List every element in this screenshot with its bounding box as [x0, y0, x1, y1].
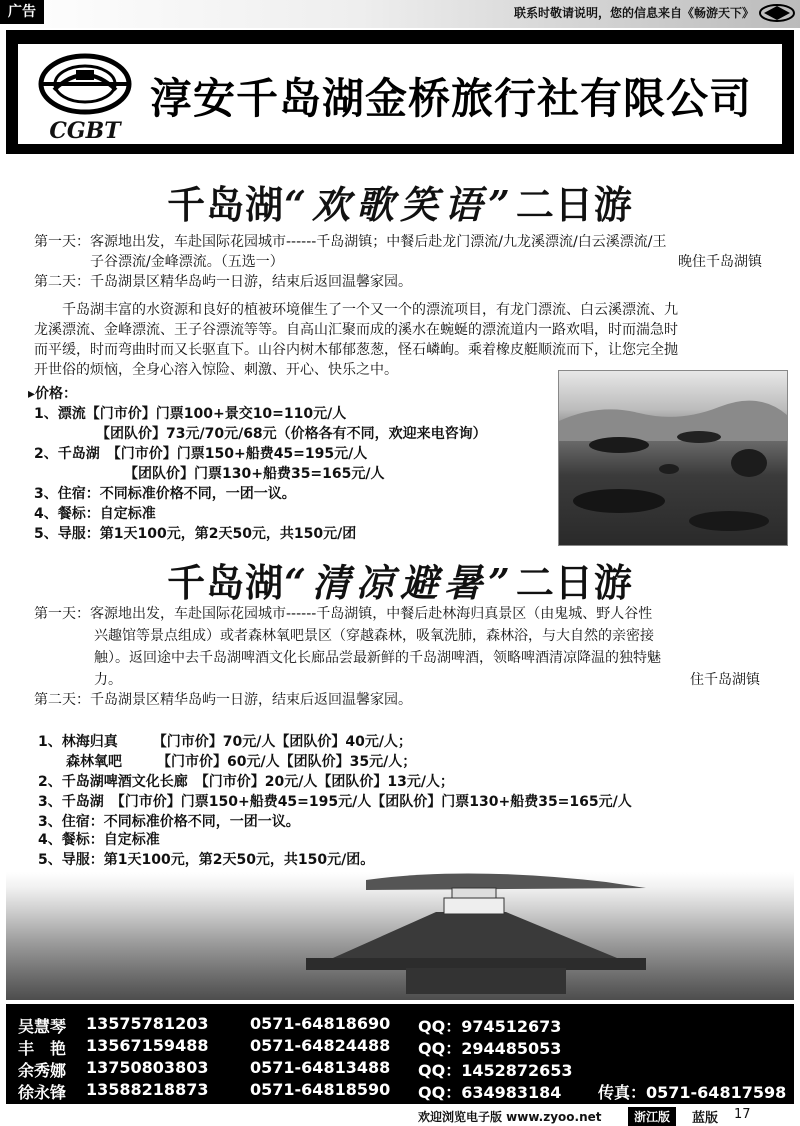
- page-number: 17: [734, 1107, 751, 1122]
- tour2-price-1: 1、林海归真 【门市价】70元/人【团队价】40元/人；: [38, 734, 412, 750]
- contact-qq: QQ：1452872653: [418, 1061, 573, 1080]
- contact-tel: 0571-64824488: [250, 1036, 391, 1055]
- tour1-day1-stay: 晚住千岛湖镇: [678, 254, 762, 270]
- tour1-price-2: 2、千岛湖 【门市价】门票150+船费45=195元/人: [34, 446, 368, 462]
- footer: [0, 1106, 800, 1126]
- tour2-title-pre: 千岛湖: [167, 561, 285, 605]
- pier-illustration-icon: [6, 872, 794, 1000]
- contact-mobile: 13588218873: [86, 1080, 209, 1099]
- tour2-day1-line4: 力。: [94, 672, 122, 688]
- tour1-price-1b: 【团队价】73元/70元/68元（价格各有不同，欢迎来电咨询）: [96, 426, 487, 442]
- contact-qq: QQ：634983184: [418, 1083, 562, 1102]
- tour2-price-2: 2、千岛湖啤酒文化长廊 【门市价】20元/人【团队价】13元/人；: [38, 774, 454, 790]
- tour1-title-pre: 千岛湖: [167, 183, 285, 227]
- tour2-title-post: 二日游: [515, 561, 633, 605]
- tour1-title: [0, 174, 800, 229]
- tour1-title-post: 二日游: [515, 183, 633, 227]
- tour2-day1-line3: 触）。返回途中去千岛湖啤酒文化长廊品尝最新鲜的千岛湖啤酒，领略啤酒清凉降温的独特魅: [94, 650, 661, 666]
- tour2-title-quote: “清凉避暑”: [284, 560, 516, 605]
- contact-tel: 0571-64813488: [250, 1058, 391, 1077]
- contact-mobile: 13567159488: [86, 1036, 209, 1055]
- footer-website[interactable]: 欢迎浏览电子版 www.zyoo.net: [418, 1110, 602, 1124]
- contact-name: 余秀娜: [18, 1061, 67, 1080]
- contact-mobile: 13575781203: [86, 1014, 209, 1033]
- tour2-day1-line1: 第一天：客源地出发，车赴国际花园城市------千岛湖镇，中餐后赴林海归真景区（由鬼城、野人谷性: [34, 606, 653, 622]
- contact-qq: QQ：294485053: [418, 1039, 562, 1058]
- cgbt-logo-text: CGBT: [49, 118, 121, 144]
- contact-tel: 0571-64818690: [250, 1014, 391, 1033]
- ad-tag: 广告: [0, 0, 44, 24]
- price-head-label: 价格：: [35, 386, 78, 402]
- tour2-day2: 第二天：千岛湖景区精华岛屿一日游，结束后返回温馨家园。: [34, 692, 412, 708]
- tour2-price-3: 3、千岛湖 【门市价】门票150+船费45=195元/人【团队价】门票130+船费35=165元/人: [38, 794, 632, 810]
- tour2-price-6: 5、导服：第1天100元，第2天50元，共150元/团。: [38, 852, 375, 868]
- tour2-price-4: 3、住宿：不同标准价格不同，一团一议。: [38, 814, 300, 830]
- tour1-para-line4: 开世俗的烦恼，全身心溶入惊险、刺激、开心、快乐之中。: [34, 362, 398, 378]
- tour2-price-5: 4、餐标：自定标准: [38, 832, 160, 848]
- contact-name: 吴慧琴: [18, 1017, 67, 1036]
- tour1-para-line3: 而平缓，时而弯曲时而又长驱直下。山谷内树木郁郁葱葱，怪石嶙峋。乘着橡皮艇顺流而下，让您完全抛: [34, 342, 678, 358]
- contact-name: 丰 艳: [18, 1039, 67, 1058]
- tour1-price-2b: 【团队价】门票130+船费35=165元/人: [124, 466, 385, 482]
- source-note: 联系时敬请说明，您的信息来自《畅游天下》: [513, 6, 754, 20]
- footer-edition: 浙江版: [628, 1107, 676, 1126]
- company-name: 淳安千岛湖金桥旅行社有限公司: [150, 74, 753, 123]
- tour1-day1-line2: 子谷漂流/金峰漂流。（五选一）: [90, 254, 284, 270]
- tour1-day1-line1: 第一天：客源地出发，车赴国际花园城市------千岛湖镇；中餐后赴龙门漂流/九龙溪漂流/白云溪漂流/王: [34, 234, 667, 250]
- tour2-day1-stay: 住千岛湖镇: [690, 672, 760, 688]
- tour1-title-quote: “欢歌笑语”: [284, 182, 516, 227]
- arrow-icon: ▸: [28, 386, 36, 402]
- contact-fax: 传真：0571-64817598: [598, 1083, 787, 1102]
- tour1-price-5: 5、导服：第1天100元，第2天50元，共150元/团: [34, 526, 357, 542]
- tour2-price-1b: 森林氧吧 【门市价】60元/人【团队价】35元/人；: [66, 754, 417, 770]
- tour1-price-head: [28, 384, 77, 404]
- tour1-price-3: 3、住宿：不同标准价格不同，一团一议。: [34, 486, 296, 502]
- magazine-logo-icon: [758, 2, 796, 24]
- tour1-day2: 第二天：千岛湖景区精华岛屿一日游，结束后返回温馨家园。: [34, 274, 412, 290]
- lake-islands-illustration-icon: [559, 371, 787, 545]
- tour1-para-line2: 龙溪漂流、金峰漂流、王子谷漂流等等。自高山汇聚而成的溪水在蜿蜒的漂流道内一路欢唱，时而湍急时: [34, 322, 678, 338]
- contact-tel: 0571-64818590: [250, 1080, 391, 1099]
- pier-photo: [6, 872, 794, 1000]
- tour2-day1-line2: 兴趣馆等景点组成）或者森林氧吧景区（穿越森林，吸氧洗肺，森林浴，与大自然的亲密接: [94, 628, 654, 644]
- contact-mobile: 13750803803: [86, 1058, 209, 1077]
- tour1-price-4: 4、餐标：自定标准: [34, 506, 156, 522]
- lake-islands-photo: [558, 370, 788, 546]
- tour1-para-line1: 千岛湖丰富的水资源和良好的植被环境催生了一个又一个的漂流项目，有龙门漂流、白云溪漂流、九: [62, 302, 678, 318]
- footer-section: 蓝版: [692, 1111, 719, 1126]
- tour1-price-1: 1、漂流【门市价】门票100+景交10=110元/人: [34, 406, 347, 422]
- contact-qq: QQ：974512673: [418, 1017, 562, 1036]
- contact-name: 徐永锋: [18, 1083, 67, 1102]
- tour2-title: [0, 552, 800, 607]
